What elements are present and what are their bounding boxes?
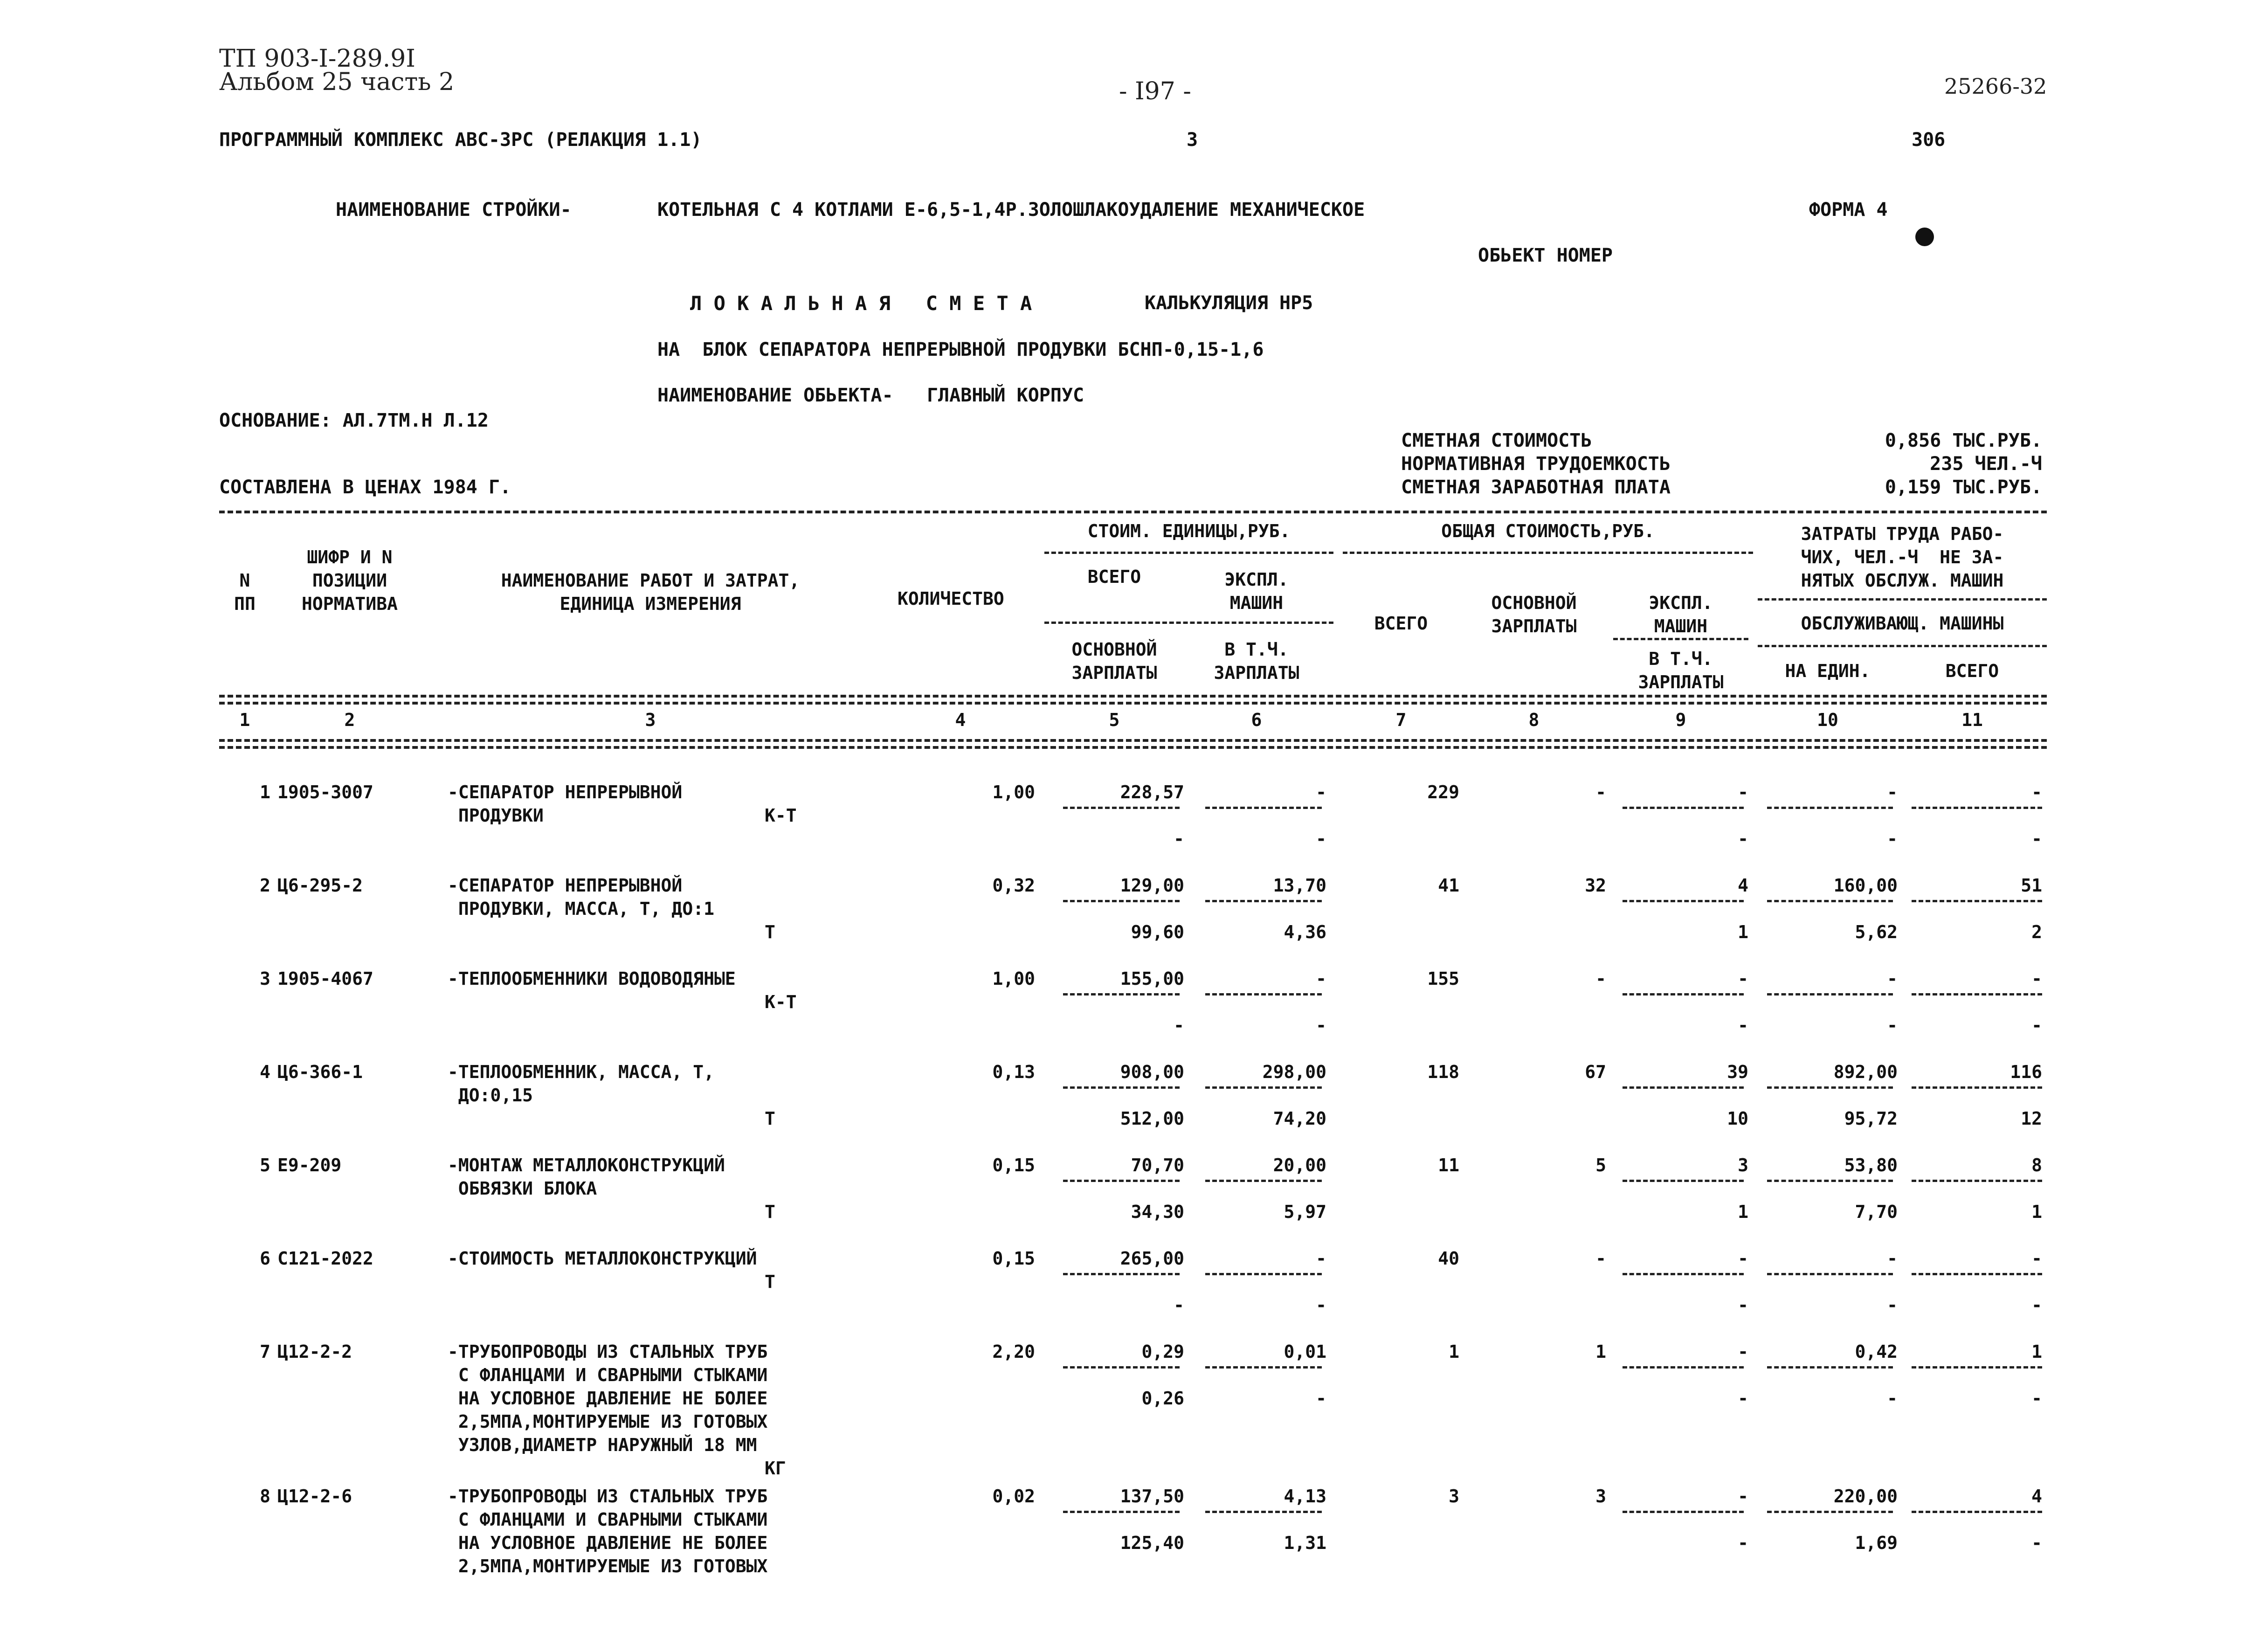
total-base-wage: 5 — [1595, 1155, 1606, 1175]
labor-per-unit-service: 5,62 — [1855, 922, 1898, 942]
row-unit: КГ — [765, 1458, 786, 1479]
unit-machines-header: ЭКСПЛ. МАШИН — [1224, 569, 1289, 613]
cell-rule — [1767, 900, 1893, 902]
cell-rule — [1767, 1273, 1893, 1275]
total-machines: 4 — [1738, 875, 1748, 896]
labor-header: ЗАТРАТЫ ТРУДА РАБО- ЧИХ, ЧЕЛ.-Ч НЕ ЗА- НЯТЫХ ОБСЛУЖ. МАШИН — [1801, 524, 2004, 591]
row-name-line: ОБВЯЗКИ БЛОКА — [448, 1178, 597, 1199]
cell-rule — [1912, 1273, 2042, 1275]
cell-rule — [1063, 1511, 1180, 1513]
construction-label: НАИМЕНОВАНИЕ СТРОЙКИ- — [336, 199, 572, 221]
unit-cost-total: 0,29 — [1141, 1341, 1184, 1362]
row-unit: Т — [765, 1108, 775, 1129]
header-rule — [1343, 552, 1753, 554]
unit-cost-machines: 298,00 — [1262, 1062, 1326, 1082]
labor-total-service: 12 — [2021, 1108, 2042, 1129]
unit-incl-wage: 74,20 — [1273, 1108, 1326, 1129]
col-name-header: НАИМЕНОВАНИЕ РАБОТ И ЗАТРАТ, ЕДИНИЦА ИЗМЕРЕНИЯ — [501, 570, 800, 614]
total-base-wage: 32 — [1585, 875, 1606, 896]
table-top-rule — [219, 511, 2047, 513]
summary-value: 0,856 ТЫС.РУБ. — [1885, 430, 2042, 451]
labor-total-service: - — [2031, 829, 2042, 849]
row-name-line: С ФЛАНЦАМИ И СВАРНЫМИ СТЫКАМИ — [448, 1365, 768, 1385]
row-quantity: 0,32 — [992, 875, 1035, 896]
labor-total: 4 — [2031, 1486, 2042, 1507]
labor-per-unit-service: 95,72 — [1844, 1108, 1898, 1129]
cell-rule — [1767, 993, 1893, 995]
labor-total: - — [2031, 968, 2042, 989]
column-numbers-rule — [219, 739, 2047, 742]
cell-rule — [1623, 807, 1744, 809]
calculation-label: КАЛЬКУЛЯЦИЯ НР5 — [1145, 292, 1313, 314]
summary-label: НОРМАТИВНАЯ ТРУДОЕМКОСТЬ — [1401, 453, 1671, 475]
total-base-wage: 67 — [1585, 1062, 1606, 1082]
unit-cost-machines: 13,70 — [1273, 875, 1326, 896]
total-base-wage: - — [1595, 1248, 1606, 1269]
labor-total: 116 — [2010, 1062, 2042, 1082]
page-number: - I97 - — [1119, 77, 1191, 105]
total-incl-wage: - — [1738, 1388, 1748, 1409]
cell-rule — [1912, 1086, 2042, 1089]
cell-rule — [1912, 1511, 2042, 1513]
labor-per-unit-service: 7,70 — [1855, 1202, 1898, 1222]
total-cost-all: 118 — [1427, 1062, 1459, 1082]
unit-cost-total: 228,57 — [1120, 782, 1184, 802]
unit-base-wage: 125,40 — [1120, 1533, 1184, 1553]
column-number: 3 — [645, 710, 656, 730]
unit-base-wage: - — [1174, 829, 1184, 849]
unit-base-wage-header: ОСНОВНОЙ ЗАРПЛАТЫ — [1071, 639, 1157, 683]
unit-base-wage: 0,26 — [1141, 1388, 1184, 1409]
row-name-line: НА УСЛОВНОЕ ДАВЛЕНИЕ НЕ БОЛЕЕ — [448, 1388, 768, 1409]
total-cost-all: 229 — [1427, 782, 1459, 802]
total-cost-header: ОБЩАЯ СТОИМОСТЬ,РУБ. — [1441, 521, 1655, 541]
row-name-line: ПРОДУВКИ, МАССА, Т, ДО:1 — [448, 899, 714, 919]
row-number: 6 — [260, 1248, 270, 1269]
unit-incl-wage: 5,97 — [1284, 1202, 1326, 1222]
header-rule — [1044, 622, 1333, 624]
row-code: 1905-4067 — [277, 968, 373, 989]
unit-cost-header: СТОИМ. ЕДИНИЦЫ,РУБ. — [1087, 521, 1291, 541]
labor-total-service: - — [2031, 1295, 2042, 1315]
unit-incl-wage: - — [1316, 1388, 1326, 1409]
labor-per-unit-service: - — [1887, 1295, 1898, 1315]
unit-base-wage: - — [1174, 1015, 1184, 1036]
cell-rule — [1205, 1086, 1322, 1089]
row-name-line: ДО:0,15 — [448, 1085, 533, 1106]
unit-cost-machines: - — [1316, 968, 1326, 989]
row-name-line: -ТРУБОПРОВОДЫ ИЗ СТАЛЬНЫХ ТРУБ — [448, 1486, 768, 1507]
total-machines: - — [1738, 782, 1748, 802]
row-number: 2 — [260, 875, 270, 896]
total-machines: - — [1738, 1341, 1748, 1362]
total-all-header: ВСЕГО — [1374, 613, 1428, 634]
row-quantity: 0,15 — [992, 1155, 1035, 1175]
unit-cost-machines: 20,00 — [1273, 1155, 1326, 1175]
cell-rule — [1623, 1511, 1744, 1513]
labor-per-unit-service: - — [1887, 1015, 1898, 1036]
labor-total: 51 — [2021, 875, 2042, 896]
cell-rule — [1063, 1180, 1180, 1182]
row-code: Ц12-2-6 — [277, 1486, 352, 1507]
cell-rule — [1063, 993, 1180, 995]
total-incl-wage: - — [1738, 1295, 1748, 1315]
row-name-line: 2,5МПА,МОНТИРУЕМЫЕ ИЗ ГОТОВЫХ — [448, 1411, 768, 1432]
cell-rule — [1205, 1511, 1322, 1513]
unit-cost-total: 70,70 — [1131, 1155, 1184, 1175]
row-name-line: УЗЛОВ,ДИАМЕТР НАРУЖНЫЙ 18 ММ — [448, 1435, 757, 1455]
cell-rule — [1205, 993, 1322, 995]
row-number: 4 — [260, 1062, 270, 1082]
unit-incl-wage: - — [1316, 1295, 1326, 1315]
album-code: ТП 903-I-289.9I — [219, 45, 415, 73]
labor-total: - — [2031, 1248, 2042, 1269]
cell-rule — [1623, 1086, 1744, 1089]
unit-incl-wage: 1,31 — [1284, 1533, 1326, 1553]
row-quantity: 1,00 — [992, 968, 1035, 989]
cell-rule — [1767, 1366, 1893, 1369]
column-number: 1 — [239, 710, 250, 730]
unit-incl-wage: - — [1316, 829, 1326, 849]
cell-rule — [1623, 1180, 1744, 1182]
cell-rule — [1623, 1273, 1744, 1275]
construction-value: КОТЕЛЬНАЯ С 4 КОТЛАМИ Е-6,5-1,4Р.ЗОЛОШЛАКОУДАЛЕНИЕ МЕХАНИЧЕСКОЕ — [657, 199, 1365, 221]
labor-per-unit: 0,42 — [1855, 1341, 1898, 1362]
col-number-header: N ПП — [234, 570, 255, 614]
labor-total: - — [2031, 782, 2042, 802]
row-code: Е9-209 — [277, 1155, 342, 1175]
row-name-line: 2,5МПА,МОНТИРУЕМЫЕ ИЗ ГОТОВЫХ — [448, 1556, 768, 1576]
header-rule — [1613, 638, 1748, 640]
row-number: 7 — [260, 1341, 270, 1362]
labor-per-unit: 220,00 — [1833, 1486, 1898, 1507]
unit-cost-machines: 4,13 — [1284, 1486, 1326, 1507]
header-bottom-rule — [219, 702, 2047, 705]
sheet-number: 3 — [1187, 129, 1198, 151]
cell-rule — [1767, 1180, 1893, 1182]
total-cost-all: 155 — [1427, 968, 1459, 989]
labor-total-header: ВСЕГО — [1945, 661, 1999, 681]
unit-base-wage: 34,30 — [1131, 1202, 1184, 1222]
col-code-header: ШИФР И N ПОЗИЦИИ НОРМАТИВА — [302, 547, 398, 614]
total-cost-all: 40 — [1438, 1248, 1459, 1269]
labor-total: 1 — [2031, 1341, 2042, 1362]
unit-base-wage: 99,60 — [1131, 922, 1184, 942]
document-title: Л О К А Л Ь Н А Я С М Е Т А — [690, 292, 1032, 315]
total-base-wage: 1 — [1595, 1341, 1606, 1362]
total-incl-wage: 1 — [1738, 1202, 1748, 1222]
cell-rule — [1063, 1273, 1180, 1275]
row-code: Ц6-366-1 — [277, 1062, 363, 1082]
labor-per-unit-header: НА ЕДИН. — [1785, 661, 1871, 681]
total-base-wage-header: ОСНОВНОЙ ЗАРПЛАТЫ — [1491, 593, 1577, 636]
row-name-line: -ТЕПЛООБМЕННИКИ ВОДОВОДЯНЫЕ — [448, 968, 736, 989]
labor-total: 8 — [2031, 1155, 2042, 1175]
row-name-line: -СТОИМОСТЬ МЕТАЛЛОКОНСТРУКЦИЙ — [448, 1248, 757, 1269]
cell-rule — [1767, 807, 1893, 809]
labor-per-unit: 892,00 — [1833, 1062, 1898, 1082]
total-base-wage: - — [1595, 968, 1606, 989]
header-rule — [1758, 598, 2047, 601]
album-part: Альбом 25 часть 2 — [219, 68, 455, 96]
row-quantity: 0,13 — [992, 1062, 1035, 1082]
total-cost-all: 3 — [1449, 1486, 1459, 1507]
row-code: Ц12-2-2 — [277, 1341, 352, 1362]
total-cost-all: 1 — [1449, 1341, 1459, 1362]
labor-total-service: 2 — [2031, 922, 2042, 942]
total-incl-wage: 10 — [1727, 1108, 1748, 1129]
row-quantity: 2,20 — [992, 1341, 1035, 1362]
unit-cost-total: 129,00 — [1120, 875, 1184, 896]
row-number: 1 — [260, 782, 270, 802]
cell-rule — [1912, 1180, 2042, 1182]
document-number: 25266-32 — [1944, 74, 2047, 99]
labor-total-service: - — [2031, 1533, 2042, 1553]
cell-rule — [1912, 993, 2042, 995]
labor-per-unit-service: - — [1887, 1388, 1898, 1409]
list-number: 306 — [1912, 129, 1946, 151]
total-cost-all: 11 — [1438, 1155, 1459, 1175]
column-number: 6 — [1251, 710, 1262, 730]
object-number-label: ОБЬЕКТ НОМЕР — [1478, 245, 1613, 266]
column-number: 5 — [1109, 710, 1120, 730]
col-qty-header: КОЛИЧЕСТВО — [898, 588, 1004, 609]
total-machines: 39 — [1727, 1062, 1748, 1082]
row-quantity: 1,00 — [992, 782, 1035, 802]
labor-total-service: - — [2031, 1388, 2042, 1409]
total-machines: - — [1738, 1486, 1748, 1507]
row-unit: Т — [765, 922, 775, 942]
header-bottom-rule — [219, 695, 2047, 698]
total-machines: 3 — [1738, 1155, 1748, 1175]
row-number: 8 — [260, 1486, 270, 1507]
cell-rule — [1912, 1366, 2042, 1369]
unit-total-header: ВСЕГО — [1087, 567, 1141, 587]
row-quantity: 0,15 — [992, 1248, 1035, 1269]
summary-label: СМЕТНАЯ СТОИМОСТЬ — [1401, 430, 1592, 451]
total-cost-all: 41 — [1438, 875, 1459, 896]
row-name-line: -СЕПАРАТОР НЕПРЕРЫВНОЙ — [448, 782, 683, 802]
column-number: 7 — [1395, 710, 1407, 730]
total-machines: - — [1738, 1248, 1748, 1269]
cell-rule — [1767, 1511, 1893, 1513]
cell-rule — [1063, 900, 1180, 902]
unit-incl-wage: 4,36 — [1284, 922, 1326, 942]
total-base-wage: - — [1595, 782, 1606, 802]
labor-per-unit: 53,80 — [1844, 1155, 1898, 1175]
total-incl-wage: - — [1738, 829, 1748, 849]
summary-value: 0,159 ТЫС.РУБ. — [1885, 477, 2042, 498]
labor-per-unit: 160,00 — [1833, 875, 1898, 896]
row-name-line: -СЕПАРАТОР НЕПРЕРЫВНОЙ — [448, 875, 683, 896]
unit-base-wage: 512,00 — [1120, 1108, 1184, 1129]
row-number: 5 — [260, 1155, 270, 1175]
total-incl-wage: - — [1738, 1015, 1748, 1036]
column-number: 10 — [1817, 710, 1838, 730]
row-code: С121-2022 — [277, 1248, 373, 1269]
header-rule — [1758, 645, 2047, 647]
program-title: ПРОГРАММНЫЙ КОМПЛЕКС АВС-3РС (РЕЛАКЦИЯ 1.1) — [219, 129, 702, 151]
form-label: ФОРМА 4 — [1809, 199, 1888, 221]
cell-rule — [1205, 1273, 1322, 1275]
unit-cost-machines: 0,01 — [1284, 1341, 1326, 1362]
cell-rule — [1912, 900, 2042, 902]
row-name-line: ПРОДУВКИ — [448, 805, 544, 826]
row-name-line: -МОНТАЖ МЕТАЛЛОКОНСТРУКЦИЙ — [448, 1155, 725, 1175]
unit-cost-machines: - — [1316, 1248, 1326, 1269]
labor-total-service: 1 — [2031, 1202, 2042, 1222]
unit-cost-machines: - — [1316, 782, 1326, 802]
unit-cost-total: 155,00 — [1120, 968, 1184, 989]
row-name-line: -ТРУБОПРОВОДЫ ИЗ СТАЛЬНЫХ ТРУБ — [448, 1341, 768, 1362]
cell-rule — [1205, 900, 1322, 902]
total-machines-header: ЭКСПЛ. МАШИН — [1649, 593, 1713, 636]
row-quantity: 0,02 — [992, 1486, 1035, 1507]
row-number: 3 — [260, 968, 270, 989]
object-name: НАИМЕНОВАНИЕ ОБЬЕКТА- ГЛАВНЫЙ КОРПУС — [657, 385, 1084, 406]
column-number: 4 — [955, 710, 966, 730]
row-unit: Т — [765, 1202, 775, 1222]
labor-per-unit-service: 1,69 — [1855, 1533, 1898, 1553]
labor-per-unit: - — [1887, 968, 1898, 989]
column-number: 9 — [1675, 710, 1686, 730]
labor-per-unit: - — [1887, 782, 1898, 802]
column-number: 2 — [344, 710, 355, 730]
labor-per-unit: - — [1887, 1248, 1898, 1269]
cell-rule — [1063, 1086, 1180, 1089]
labor-total-service: - — [2031, 1015, 2042, 1036]
row-name-line: С ФЛАНЦАМИ И СВАРНЫМИ СТЫКАМИ — [448, 1509, 768, 1530]
cell-rule — [1205, 1366, 1322, 1369]
total-incl-wage-header: В Т.Ч. ЗАРПЛАТЫ — [1638, 649, 1724, 692]
unit-cost-total: 137,50 — [1120, 1486, 1184, 1507]
cell-rule — [1767, 1086, 1893, 1089]
row-name-line: -ТЕПЛООБМЕННИК, МАССА, Т, — [448, 1062, 714, 1082]
price-level: СОСТАВЛЕНА В ЦЕНАХ 1984 Г. — [219, 477, 511, 498]
row-unit: К-Т — [765, 992, 797, 1012]
cell-rule — [1912, 807, 2042, 809]
summary-label: СМЕТНАЯ ЗАРАБОТНАЯ ПЛАТА — [1401, 477, 1671, 498]
total-incl-wage: - — [1738, 1533, 1748, 1553]
cell-rule — [1623, 1366, 1744, 1369]
total-base-wage: 3 — [1595, 1486, 1606, 1507]
estimate-subject: НА БЛОК СЕПАРАТОРА НЕПРЕРЫВНОЙ ПРОДУВКИ БСНП-0,15-1,6 — [657, 339, 1264, 360]
total-incl-wage: 1 — [1738, 922, 1748, 942]
header-rule — [1044, 552, 1333, 554]
row-unit: К-Т — [765, 805, 797, 826]
unit-incl-wage: - — [1316, 1015, 1326, 1036]
cell-rule — [1623, 900, 1744, 902]
unit-cost-total: 908,00 — [1120, 1062, 1184, 1082]
basis: ОСНОВАНИЕ: АЛ.7ТМ.Н Л.12 — [219, 410, 489, 431]
labor-service-header: ОБСЛУЖИВАЮЩ. МАШИНЫ — [1801, 613, 2004, 634]
row-code: 1905-3007 — [277, 782, 373, 802]
unit-incl-wage-header: В Т.Ч. ЗАРПЛАТЫ — [1214, 639, 1299, 683]
cell-rule — [1205, 807, 1322, 809]
cell-rule — [1205, 1180, 1322, 1182]
unit-base-wage: - — [1174, 1295, 1184, 1315]
total-machines: - — [1738, 968, 1748, 989]
ink-blot — [1915, 228, 1934, 246]
row-unit: Т — [765, 1272, 775, 1292]
cell-rule — [1063, 807, 1180, 809]
unit-cost-total: 265,00 — [1120, 1248, 1184, 1269]
row-name-line: НА УСЛОВНОЕ ДАВЛЕНИЕ НЕ БОЛЕЕ — [448, 1533, 768, 1553]
summary-value: 235 ЧЕЛ.-Ч — [1930, 453, 2042, 475]
row-code: Ц6-295-2 — [277, 875, 363, 896]
column-number: 11 — [1961, 710, 1983, 730]
column-number: 8 — [1528, 710, 1540, 730]
column-numbers-rule — [219, 746, 2047, 749]
labor-per-unit-service: - — [1887, 829, 1898, 849]
cell-rule — [1063, 1366, 1180, 1369]
cell-rule — [1623, 993, 1744, 995]
